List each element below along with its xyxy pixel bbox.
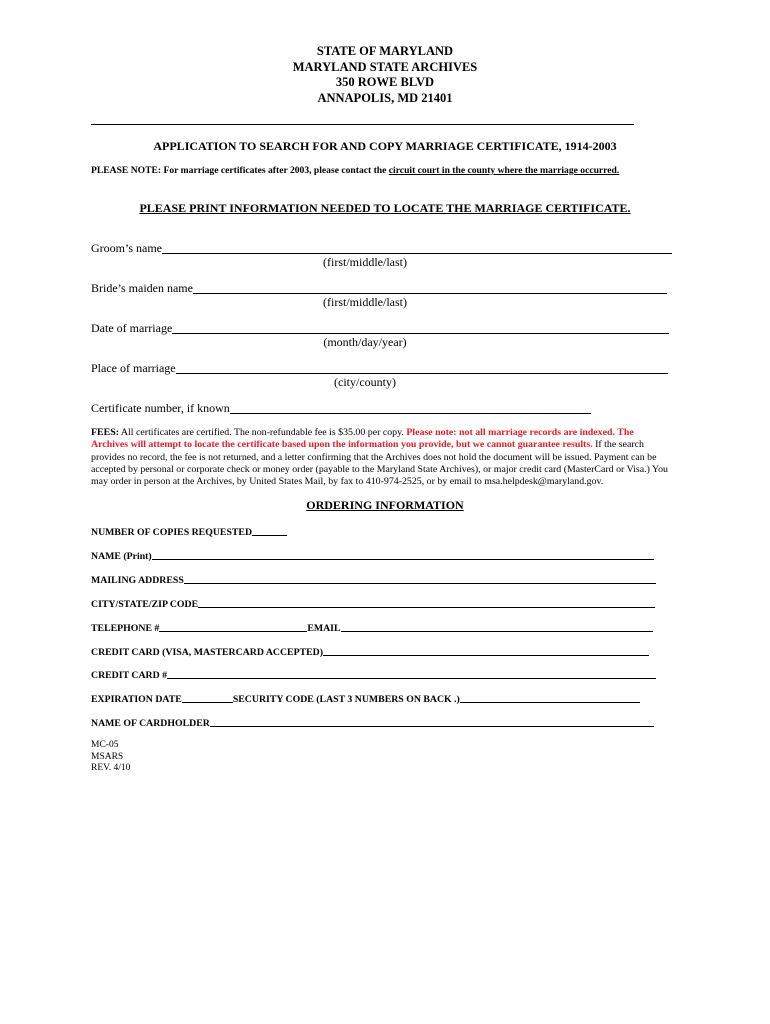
marriage-place-field[interactable] xyxy=(91,360,668,376)
certificate-number-line[interactable] xyxy=(230,402,591,414)
cardholder-name-field[interactable] xyxy=(91,715,654,729)
bride-name-field[interactable] xyxy=(91,280,667,296)
cardholder-name-label: NAME OF CARDHOLDER xyxy=(91,718,210,729)
certificate-number-label: Certificate number, if known xyxy=(91,401,230,415)
credit-card-number-line[interactable] xyxy=(167,669,656,679)
marriage-place-hint: (city/county) xyxy=(334,375,396,389)
credit-card-type-line[interactable] xyxy=(323,646,649,656)
telephone-email-field[interactable] xyxy=(91,620,653,634)
bride-name-label: Bride’s maiden name xyxy=(91,281,193,295)
expiration-security-field[interactable] xyxy=(91,691,640,705)
email-line[interactable] xyxy=(341,622,653,632)
header-line-state: STATE OF MARYLAND xyxy=(316,44,454,58)
credit-card-number-label: CREDIT CARD # xyxy=(91,670,168,681)
name-print-label: NAME (Print) xyxy=(91,551,152,562)
ordering-heading: ORDERING INFORMATION xyxy=(306,498,464,512)
cardholder-name-line[interactable] xyxy=(210,717,654,727)
groom-name-field[interactable] xyxy=(91,240,672,256)
security-code-label: SECURITY CODE (LAST 3 NUMBERS ON BACK .) xyxy=(232,694,460,705)
print-heading: PLEASE PRINT INFORMATION NEEDED TO LOCATE THE MARRIAGE CERTIFICATE. xyxy=(139,201,631,215)
groom-name-hint: (first/middle/last) xyxy=(323,255,407,269)
marriage-date-hint: (month/day/year) xyxy=(323,335,407,349)
fees-text-2: If the search provides no record, the fee is not returned, and a letter confirming that the Archives does not hold the document will be issued. Payment can be accepted by personal or corporate check or money order (payable to the Maryland State Archives), or major credit card (MasterCard or Visa.) You may order in person at the Archives, by United States Mail, by fax to 410-974-2525, or by email to msa.helpdesk@maryland.gov. xyxy=(91,439,668,488)
groom-name-label: Groom’s name xyxy=(91,241,162,255)
mailing-address-label: MAILING ADDRESS xyxy=(91,575,184,586)
marriage-place-line[interactable] xyxy=(176,362,668,374)
mailing-address-line[interactable] xyxy=(184,574,656,584)
credit-card-type-field[interactable] xyxy=(91,644,649,658)
header-line-city: ANNAPOLIS, MD 21401 xyxy=(317,90,453,105)
expiration-label: EXPIRATION DATE xyxy=(91,694,182,705)
footer-revision: REV. 4/10 xyxy=(91,763,131,773)
name-print-field[interactable] xyxy=(91,548,654,562)
please-note xyxy=(91,165,619,176)
copies-line[interactable] xyxy=(252,526,287,536)
copies-field[interactable] xyxy=(91,524,287,538)
fees-text-1: All certificates are certified. The non-refundable fee is $35.00 per copy. xyxy=(119,427,407,438)
fees-paragraph xyxy=(91,427,671,488)
groom-name-line[interactable] xyxy=(162,242,672,254)
certificate-number-field[interactable] xyxy=(91,400,591,416)
header-line-street: 350 ROWE BLVD xyxy=(335,75,435,89)
mailing-address-field[interactable] xyxy=(91,572,656,586)
credit-card-number-field[interactable] xyxy=(91,667,656,681)
telephone-label: TELEPHONE # xyxy=(91,623,160,634)
marriage-place-label: Place of marriage xyxy=(91,361,176,375)
name-print-line[interactable] xyxy=(152,550,654,560)
city-state-zip-label: CITY/STATE/ZIP CODE xyxy=(91,599,199,610)
bride-name-hint: (first/middle/last) xyxy=(323,295,407,309)
city-state-zip-line[interactable] xyxy=(198,598,655,608)
note-text: : For marriage certificates after 2003, please contact the xyxy=(157,165,389,176)
note-underlined: circuit court in the county where the marriage occurred. xyxy=(388,165,620,176)
header-line-archives: MARYLAND STATE ARCHIVES xyxy=(292,59,478,74)
email-label: EMAIL xyxy=(307,623,341,634)
form-title: APPLICATION TO SEARCH FOR AND COPY MARRIAGE CERTIFICATE, 1914-2003 xyxy=(153,139,617,153)
footer-form-code: MC-05 xyxy=(91,740,119,750)
copies-label: NUMBER OF COPIES REQUESTED xyxy=(91,527,253,538)
marriage-date-field[interactable] xyxy=(91,320,669,336)
bride-name-line[interactable] xyxy=(193,282,667,294)
credit-card-type-label: CREDIT CARD (VISA, MASTERCARD ACCEPTED) xyxy=(91,647,323,658)
security-code-line[interactable] xyxy=(460,693,640,703)
footer-agency-code: MSARS xyxy=(91,751,124,762)
city-state-zip-field[interactable] xyxy=(91,596,655,610)
telephone-line[interactable] xyxy=(159,622,307,632)
fees-warning: Please note: not all marriage records are indexed. The Archives will attempt to locate the certificate based upon the information you provide, but we cannot guarantee results. xyxy=(91,427,634,451)
marriage-date-label: Date of marriage xyxy=(91,321,173,335)
fees-label: FEES: xyxy=(91,427,119,438)
header-divider xyxy=(91,124,634,125)
expiration-line[interactable] xyxy=(182,693,233,703)
marriage-date-line[interactable] xyxy=(172,322,669,334)
form-footer xyxy=(91,740,130,775)
agency-header xyxy=(0,44,770,106)
note-prefix: PLEASE NOTE xyxy=(91,165,158,176)
